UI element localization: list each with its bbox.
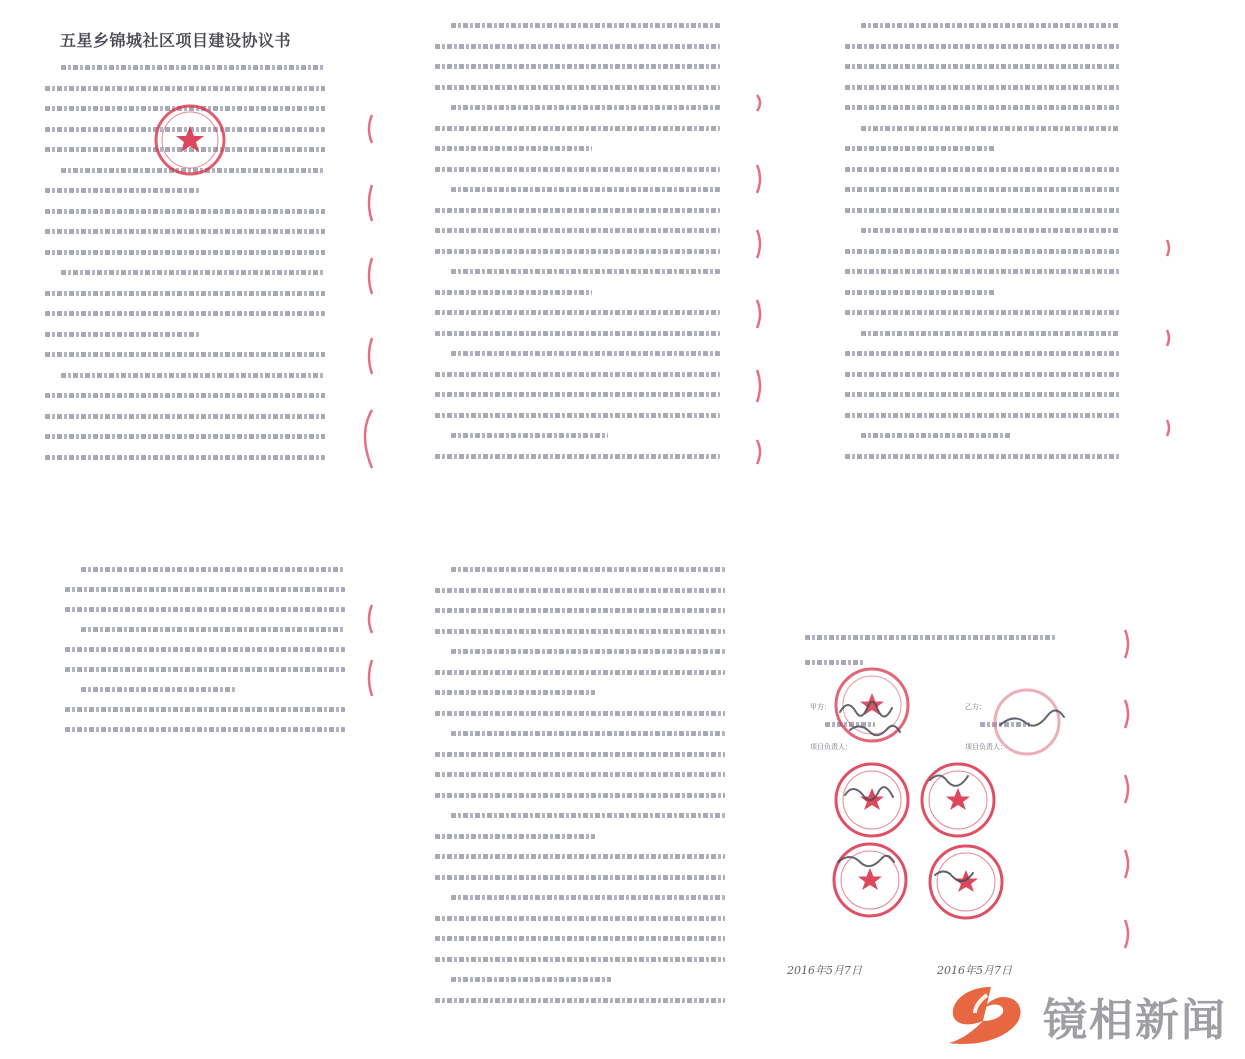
illegible-text-line (435, 85, 720, 90)
illegible-text-line (45, 127, 325, 132)
sign-date-a: 2016年5月7日 (787, 964, 862, 977)
brand-watermark (943, 981, 1227, 1051)
party-a-label: 甲方： (810, 703, 831, 711)
illegible-text-line (435, 208, 720, 213)
illegible-text-line (451, 351, 720, 356)
illegible-text-line (805, 635, 1055, 640)
illegible-text-line (435, 126, 720, 131)
illegible-text-line (65, 587, 345, 592)
illegible-text-line (451, 105, 720, 110)
illegible-text-line (845, 310, 1120, 315)
illegible-text-line (861, 331, 1120, 336)
illegible-text-line (451, 895, 725, 900)
illegible-text-line (435, 752, 725, 757)
illegible-text-line (435, 875, 725, 880)
page-3 (800, 15, 1180, 495)
illegible-text-line (61, 168, 325, 173)
illegible-text-line (845, 249, 1120, 254)
illegible-text-line (61, 270, 325, 275)
illegible-text-line (451, 731, 725, 736)
illegible-text-line (435, 331, 720, 336)
illegible-text-line (451, 187, 720, 192)
illegible-text-line (861, 126, 1120, 131)
illegible-text-line (845, 269, 1120, 274)
illegible-text-line (65, 647, 345, 652)
illegible-text-line (435, 670, 725, 675)
illegible-text-line (435, 413, 720, 418)
illegible-text-line (845, 146, 996, 151)
illegible-text-line (435, 64, 720, 69)
illegible-text-line (451, 269, 720, 274)
illegible-text-line (65, 667, 345, 672)
illegible-text-line (435, 690, 595, 695)
illegible-text-line (451, 23, 720, 28)
illegible-text-line (45, 250, 325, 255)
illegible-text-line (845, 372, 1120, 377)
sign-date-b: 2016年5月7日 (937, 964, 1012, 977)
representative-label-a: 项目负责人： (810, 743, 852, 751)
illegible-text-line (45, 209, 325, 214)
illegible-text-line (451, 567, 725, 572)
page-5 (420, 555, 765, 1015)
illegible-text-line (435, 228, 720, 233)
illegible-text-line (805, 660, 865, 665)
illegible-text-line (861, 228, 1120, 233)
illegible-text-line (81, 567, 345, 572)
illegible-text-line (435, 167, 720, 172)
illegible-text-line (435, 392, 720, 397)
illegible-text-line (451, 433, 608, 438)
illegible-text-line (435, 957, 725, 962)
illegible-text-line (45, 332, 199, 337)
brand-logo-icon (943, 981, 1033, 1051)
illegible-text-line (435, 711, 725, 716)
illegible-text-line (45, 393, 325, 398)
illegible-text-line (825, 722, 875, 727)
illegible-text-line (435, 854, 725, 859)
illegible-text-line (435, 998, 725, 1003)
illegible-text-line (435, 310, 720, 315)
illegible-text-line (45, 414, 325, 419)
illegible-text-line (45, 147, 325, 152)
illegible-text-line (45, 106, 325, 111)
illegible-text-line (435, 793, 725, 798)
illegible-text-line (45, 291, 325, 296)
page-2 (420, 15, 765, 495)
illegible-text-line (845, 208, 1120, 213)
illegible-text-line (435, 588, 725, 593)
illegible-text-line (435, 372, 720, 377)
illegible-text-line (435, 249, 720, 254)
illegible-text-line (845, 413, 1120, 418)
illegible-text-line (435, 916, 725, 921)
illegible-text-line (65, 707, 345, 712)
illegible-text-line (435, 290, 592, 295)
illegible-text-line (435, 608, 725, 613)
illegible-text-line (65, 727, 345, 732)
page-4 (40, 555, 380, 755)
illegible-text-line (861, 433, 1012, 438)
illegible-text-line (451, 813, 725, 818)
illegible-text-line (845, 187, 1120, 192)
illegible-text-line (45, 352, 325, 357)
illegible-text-line (861, 23, 1120, 28)
illegible-text-line (845, 105, 1120, 110)
illegible-text-line (81, 687, 235, 692)
illegible-text-line (980, 722, 1030, 727)
brand-name: 镜相新闻 (1043, 995, 1227, 1046)
document-title: 五星乡锦城社区项目建设协议书 (60, 31, 292, 50)
illegible-text-line (451, 977, 611, 982)
illegible-text-line (45, 434, 325, 439)
illegible-text-line (845, 64, 1120, 69)
illegible-text-line (45, 188, 199, 193)
illegible-text-line (61, 373, 325, 378)
page-6 (775, 530, 1155, 1000)
illegible-text-line (845, 351, 1120, 356)
illegible-text-line (45, 229, 325, 234)
illegible-text-line (845, 167, 1120, 172)
illegible-text-line (845, 454, 1120, 459)
illegible-text-line (81, 627, 345, 632)
illegible-text-line (435, 454, 720, 459)
illegible-text-line (435, 834, 595, 839)
illegible-text-line (65, 607, 345, 612)
illegible-text-line (45, 311, 325, 316)
illegible-text-line (45, 455, 325, 460)
illegible-text-line (435, 772, 725, 777)
illegible-text-line (45, 86, 325, 91)
illegible-text-line (435, 936, 725, 941)
illegible-text-line (845, 290, 996, 295)
party-b-label: 乙方： (965, 703, 986, 711)
illegible-text-line (61, 65, 325, 70)
illegible-text-line (845, 44, 1120, 49)
representative-label-b: 项目负责人： (965, 743, 1007, 751)
illegible-text-line (451, 649, 725, 654)
page-1 (40, 15, 380, 495)
illegible-text-line (435, 44, 720, 49)
illegible-text-line (845, 392, 1120, 397)
illegible-text-line (435, 146, 592, 151)
illegible-text-line (435, 629, 725, 634)
illegible-text-line (845, 85, 1120, 90)
